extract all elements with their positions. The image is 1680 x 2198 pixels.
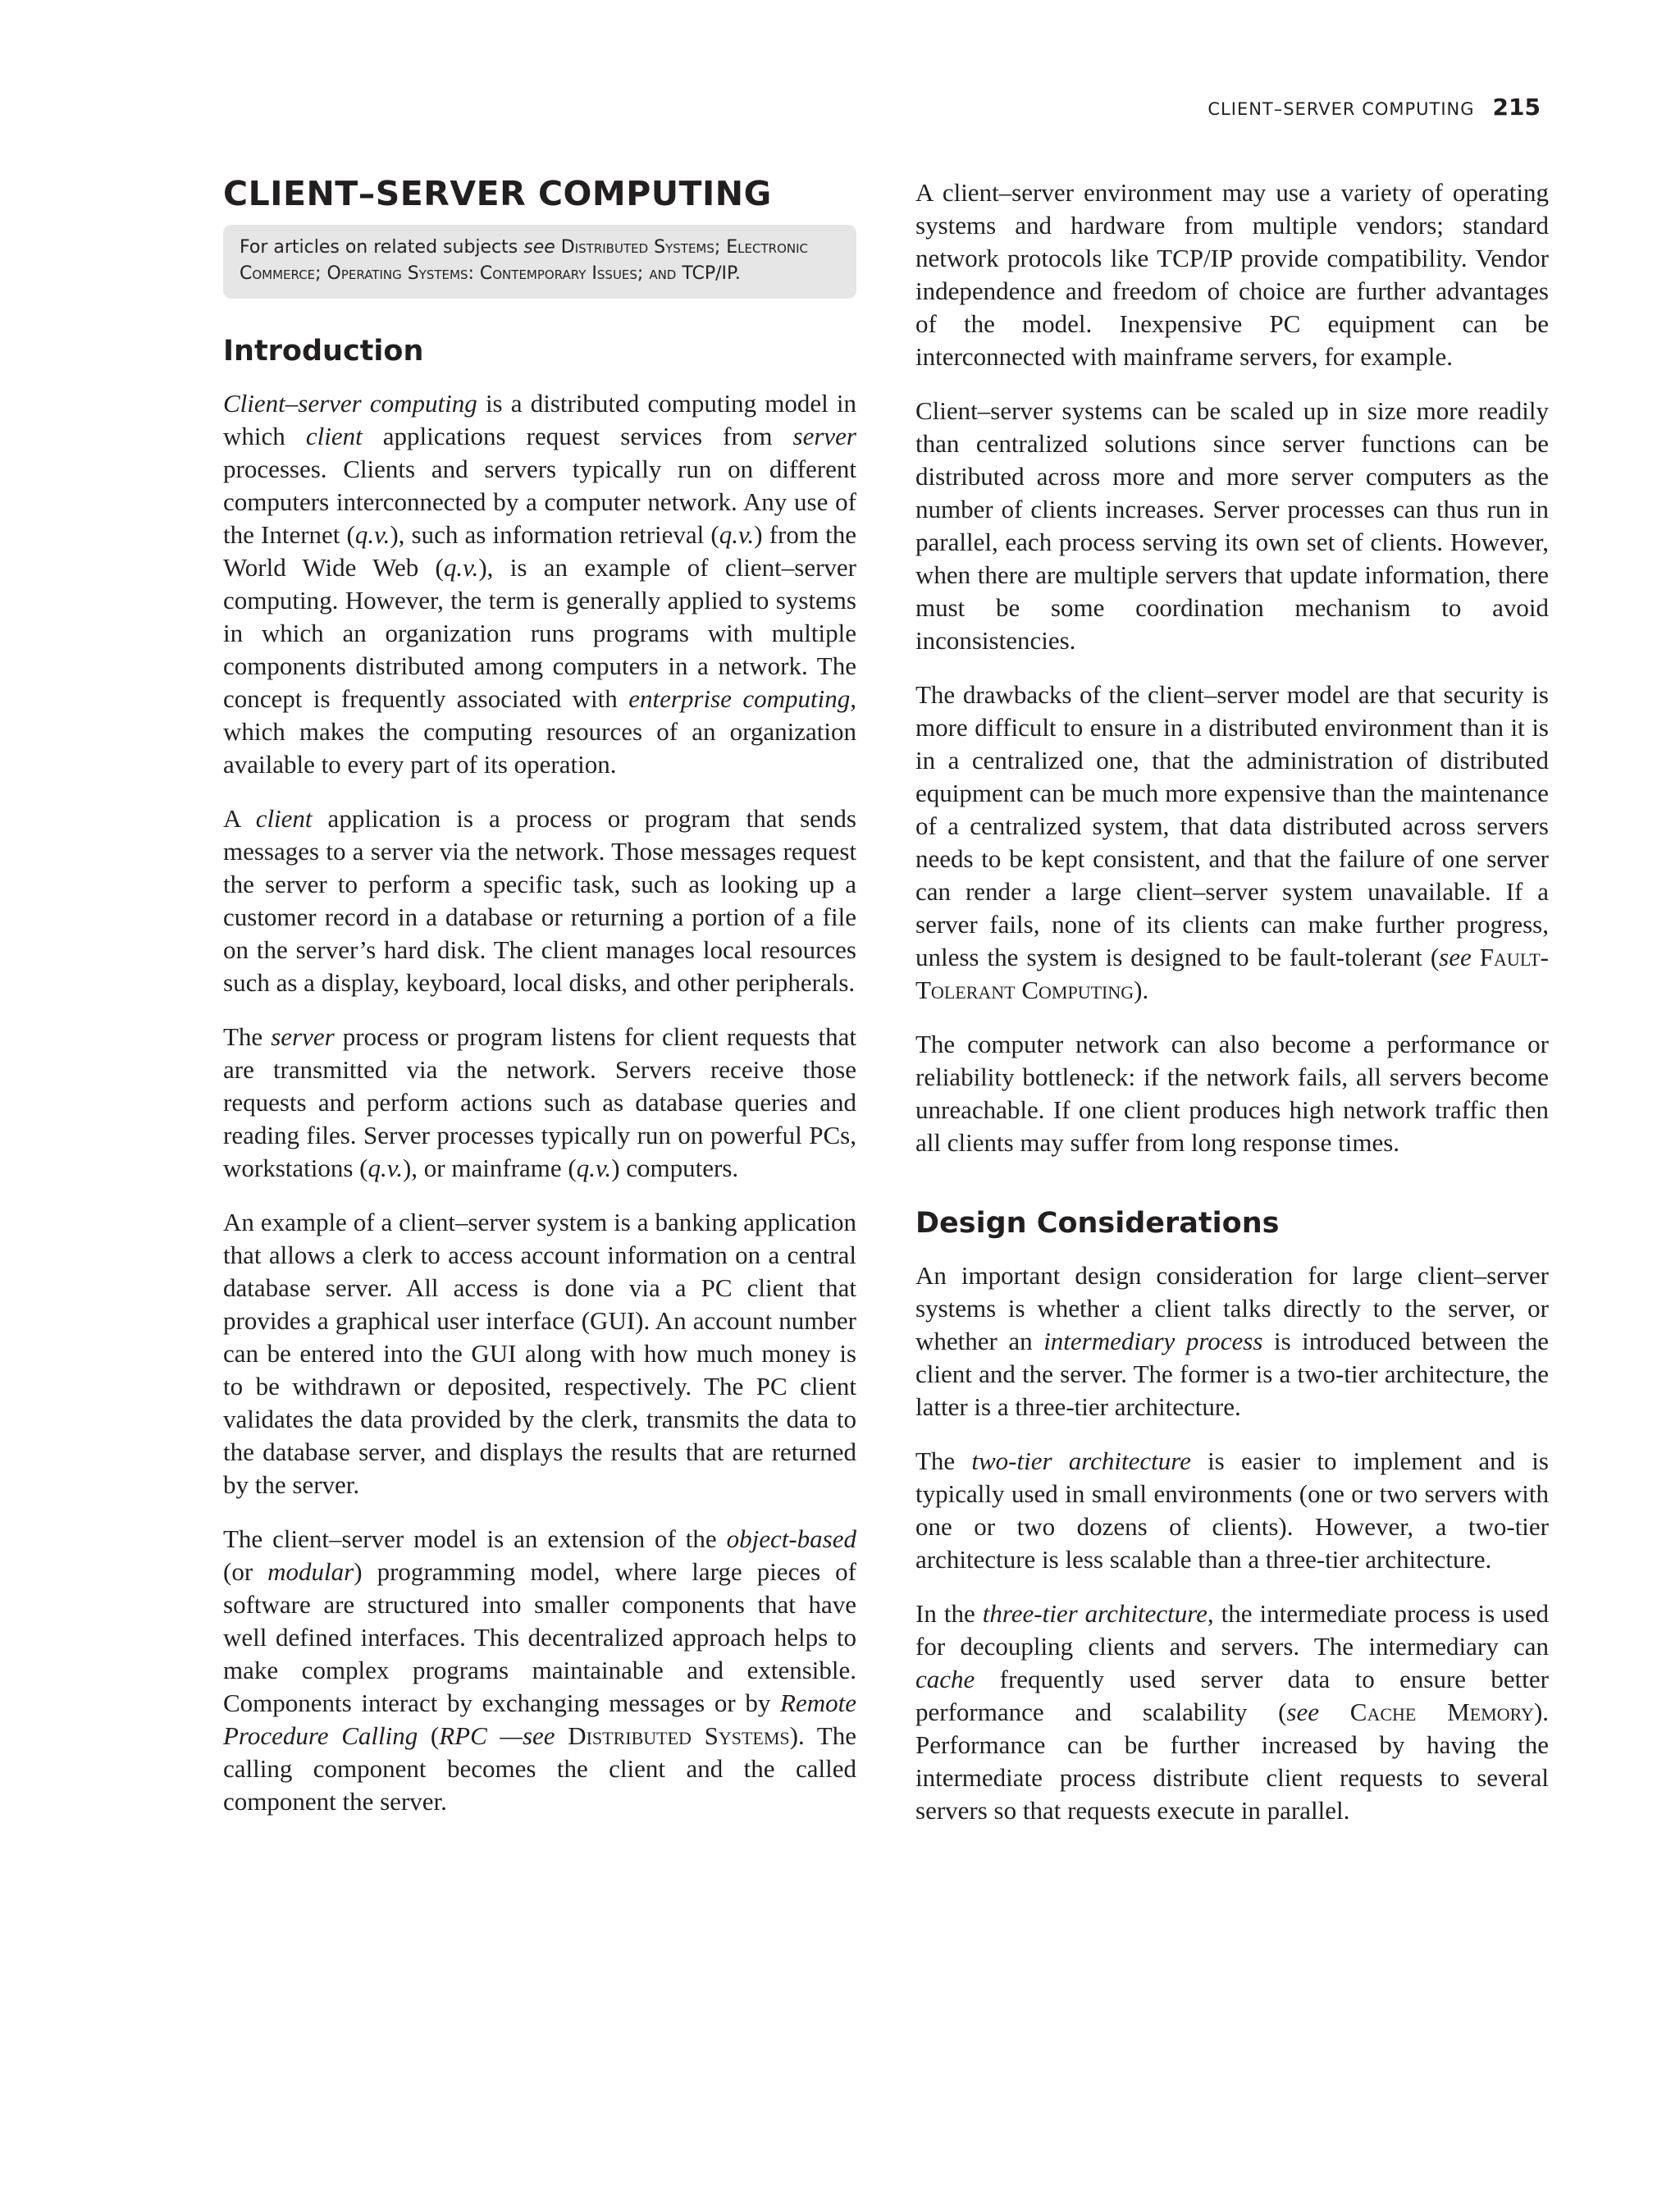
see-also-topics: Distributed Systems; Electronic Commerce; Operating Systems: Contemporary Issues; and TCP/IP.	[240, 237, 809, 284]
see-also-prefix: For articles on related subjects	[240, 237, 524, 258]
paragraph-three-tier: In the three-tier architecture, the intermediate process is used for decoupling clients and servers. The intermediary can cache frequently used server data to ensure better performance and scalability (see Cache Memory). Performance can be further increased by having the intermediate process distribute client requests to several servers so that requests execute in parallel.	[915, 1599, 1550, 1825]
paragraph-banking-example: An example of a client–server system is a banking application that allows a clerk to access account information on a central database server. All access is done via a PC client that provides a graphical user interface (GUI). An account number can be entered into the GUI along with how much money is to be withdrawn or deposited, respectively. The PC client validates the data provided by the clerk, transmits the data to the database server, and displays the results that are returned by the server.	[223, 1208, 856, 1499]
paragraph-server: The server process or program listens for client requests that are transmitted via the network. Servers receive those requests and perform actions such as database queries and reading files. Server processes typically run on powerful PCs, workstations (q.v.), or mainframe (q.v.) computers.	[223, 1022, 856, 1182]
related-subjects-box	[223, 225, 856, 299]
left-column	[223, 172, 856, 1839]
running-title: CLIENT–SERVER COMPUTING	[1208, 99, 1475, 119]
paragraph-scaling: Client–server systems can be scaled up in size more readily than centralized solutions since server functions can be distributed across more and more server computers as the number of clients increases. Server processes can thus run in parallel, each process serving its own set of clients. However, when there are multiple servers that update information, there must be some coordination mechanism to avoid inconsistencies.	[915, 396, 1549, 655]
paragraph-intro-1: Client–server computing is a distributed computing model in which client applications request services from server processes. Clients and servers typically run on different computers interconnected by a computer network. Any use of the Internet (q.v.), such as information retrieval (q.v.) from the World Wide Web (q.v.), is an example of client–server computing. However, the term is generally applied to systems in which an organization runs programs with multiple components distributed among computers in a network. The concept is frequently associated with enterprise computing, which makes the computing resources of an organization available to every part of its operation.	[223, 389, 857, 779]
see-also-see: see	[523, 237, 555, 258]
paragraph-client: A client application is a process or program that sends messages to a server via the network. Those messages request the server to perform a specific task, such as looking up a customer record in a database or returning a portion of a file on the server’s hard disk. The client manages local resources such as a display, keyboard, local disks, and other peripherals.	[223, 804, 856, 997]
paragraph-two-tier: The two-tier architecture is easier to implement and is typically used in small environments (one or two servers with one or two dozens of clients). However, a two-tier architecture is less scalable than a three-tier architecture.	[915, 1446, 1549, 1574]
paragraph-bottleneck: The computer network can also become a performance or reliability bottleneck: if the network fails, all servers become unreachable. If one client produces high network traffic then all clients may suffer from long response times.	[915, 1030, 1549, 1157]
paragraph-drawbacks: The drawbacks of the client–server model are that security is more difficult to ensure in a distributed environment than it is in a centralized one, that the administration of distributed equipment can be much more expensive than the maintenance of a centralized system, that data distributed across servers needs to be kept consistent, and that the failure of one server can render a large client–server system unavailable. If a server fails, none of its clients can make further progress, unless the system is designed to be fault-tolerant (see Fault-Tolerant Computing).	[915, 680, 1549, 1004]
article-title: CLIENT–SERVER COMPUTING	[223, 174, 772, 213]
paragraph-object-based: The client–server model is an extension of the object-based (or modular) programming model, where large pieces of software are structured into smaller components that have well defined interfaces. This decentralized approach helps to make complex programs maintainable and extensible. Components interact by exchanging messages or by Remote Procedure Calling (RPC —see Distributed Systems). The calling component becomes the client and the called component the server.	[223, 1524, 856, 1816]
page-number: 215	[1492, 94, 1541, 121]
paragraph-design-consideration: An important design consideration for large client–server systems is whether a client talks directly to the server, or whether an intermediary process is introduced between the client and the server. The former is a two-tier architecture, the latter is a three-tier architecture.	[915, 1261, 1549, 1421]
section-heading-design: Design Considerations	[915, 1207, 1280, 1240]
running-head	[1208, 94, 1541, 121]
right-column	[915, 176, 1549, 1848]
section-heading-introduction: Introduction	[223, 335, 424, 368]
paragraph-environment: A client–server environment may use a variety of operating systems and hardware from multiple vendors; standard network protocols like TCP/IP provide compatibility. Vendor independence and freedom of choice are further advantages of the model. Inexpensive PC equipment can be interconnected with mainframe servers, for example.	[915, 178, 1549, 371]
